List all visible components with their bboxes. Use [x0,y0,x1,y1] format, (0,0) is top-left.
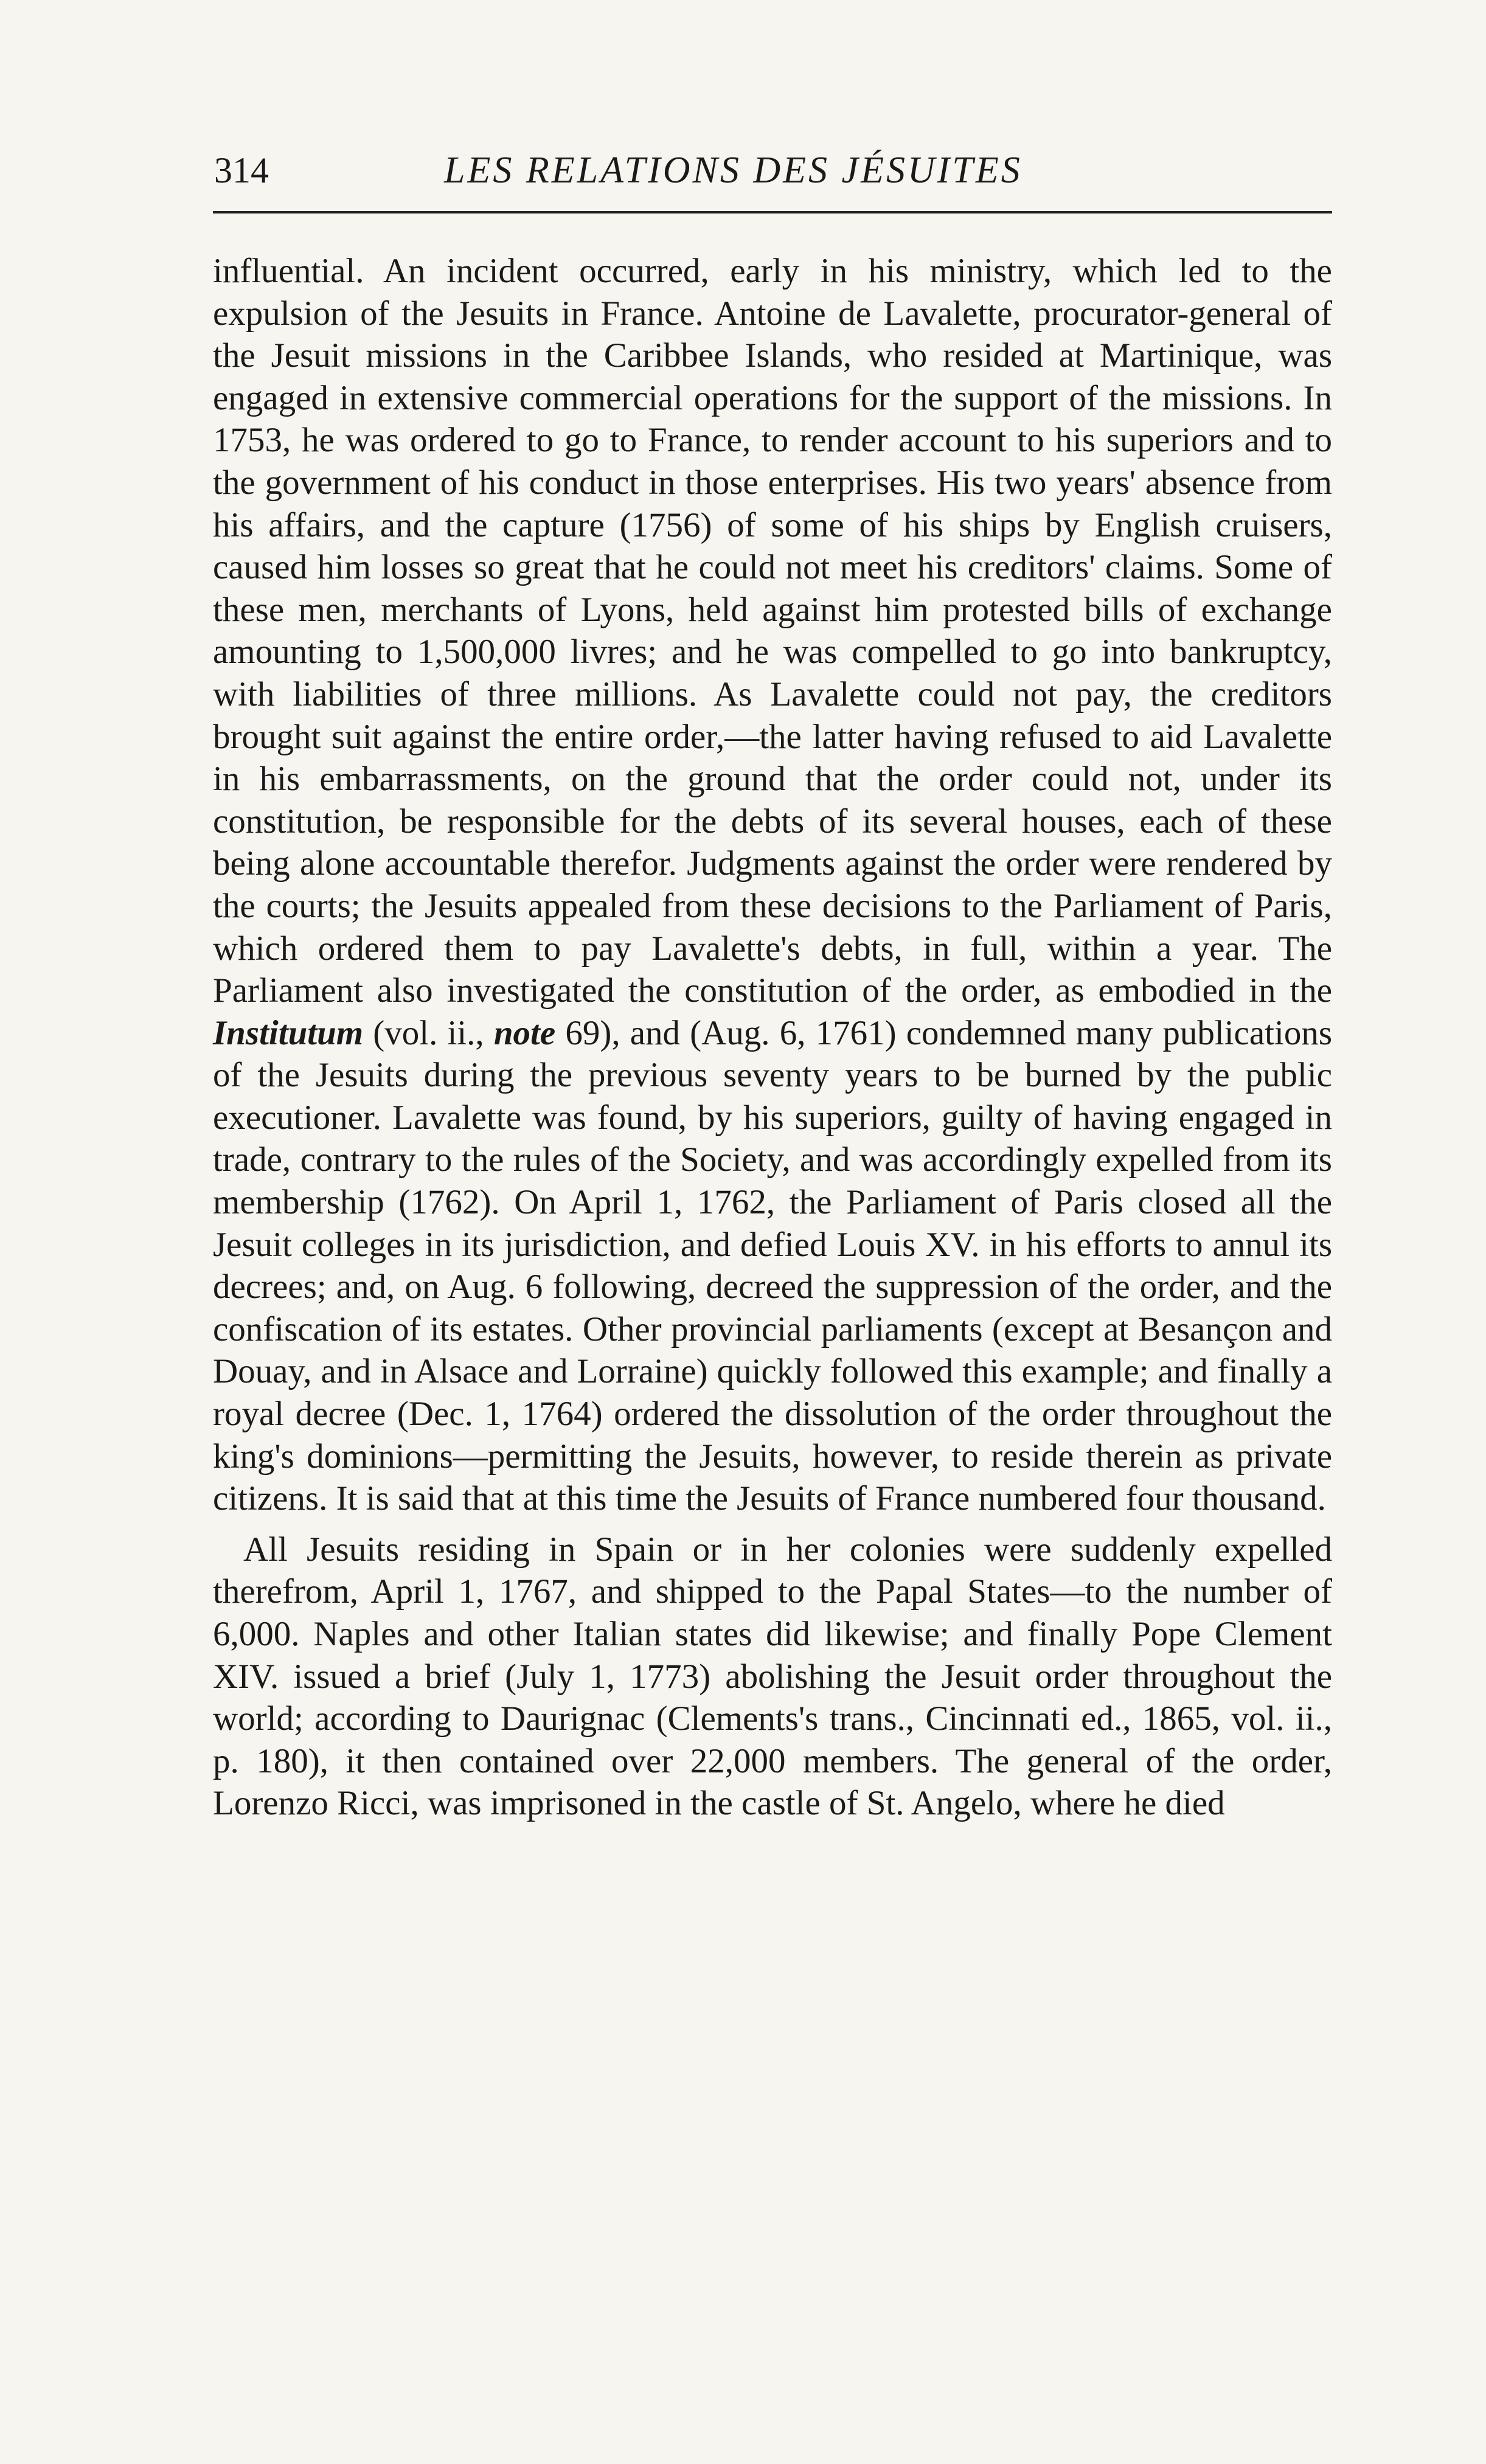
paragraph-1-text-a: influential. An incident occurred, early in his ministry, which led to the expulsion of the Jesuits in France. Antoine de Lavalette, procurator-general of the Jesuit missions in the Caribbee Islands, who resided at Martinique, was engaged in extensive commercial operations for the support of the missions. In 1753, he was ordered to go to France, to render account to his superiors and to the government of his conduct in those enterprises. His two years' absence from his affairs, and the capture (1756) of some of his ships by English cruisers, caused him losses so great that he could not meet his creditors' claims. Some of these men, merchants of Lyons, held against him protested bills of exchange amounting to 1,500,000 livres; and he was compelled to go into bankruptcy, with liabilities of three millions. As Lavalette could not pay, the creditors brought suit against the entire order,—the latter having refused to aid Lavalette in his embarrassments, on the ground that the order could not, under its constitution, be responsible for the debts of its several houses, each of these being alone accountable therefor. Judgments against the order were rendered by the courts; the Jesuits appealed from these decisions to the Parliament of Paris, which ordered them to pay Lavalette's debts, in full, within a year. The Parliament also investigated the constitution of the order, as embodied in the [213,252,1332,1010]
page-header [213,143,1332,198]
body-text [213,250,1332,1825]
page-number: 314 [214,150,269,190]
paragraph-1 [213,250,1332,1520]
paragraph-1-text-b: (vol. ii., [363,1013,494,1052]
italic-note: note [493,1013,556,1052]
running-title: LES RELATIONS DES JÉSUITES [444,150,1022,191]
paragraph-2: All Jesuits residing in Spain or in her colonies were suddenly expelled therefrom, April 1, 1767, and shipped to the Papal States—to the number of 6,000. Naples and other Italian states did likewise; and finally Pope Clement XIV. issued a brief (July 1, 1773) abolishing the Jesuit order throughout the world; according to Daurignac (Clements's trans., Cincinnati ed., 1865, vol. ii., p. 180), it then contained over 22,000 members. The general of the order, Lorenzo Ricci, was imprisoned in the castle of St. Angelo, where he died [213,1530,1332,1823]
header-rule [213,211,1332,213]
italic-institutum: Institutum [213,1013,364,1052]
book-page [213,143,1332,1825]
paragraph-1-text-c: 69), and (Aug. 6, 1761) condemned many publications of the Jesuits during the previous seventy years to be burned by the public executioner. Lavalette was found, by his superiors, guilty of having engaged in trade, contrary to the rules of the Society, and was accordingly expelled from its membership (1762). On April 1, 1762, the Parliament of Paris closed all the Jesuit colleges in its jurisdiction, and defied Louis XV. in his efforts to annul its decrees; and, on Aug. 6 following, decreed the suppression of the order, and the confiscation of its estates. Other provincial parliaments (except at Besançon and Douay, and in Alsace and Lorraine) quickly followed this example; and finally a royal decree (Dec. 1, 1764) ordered the dissolution of the order throughout the king's dominions—permitting the Jesuits, however, to reside therein as private citizens. It is said that at this time the Jesuits of France numbered four thousand. [213,1013,1333,1518]
